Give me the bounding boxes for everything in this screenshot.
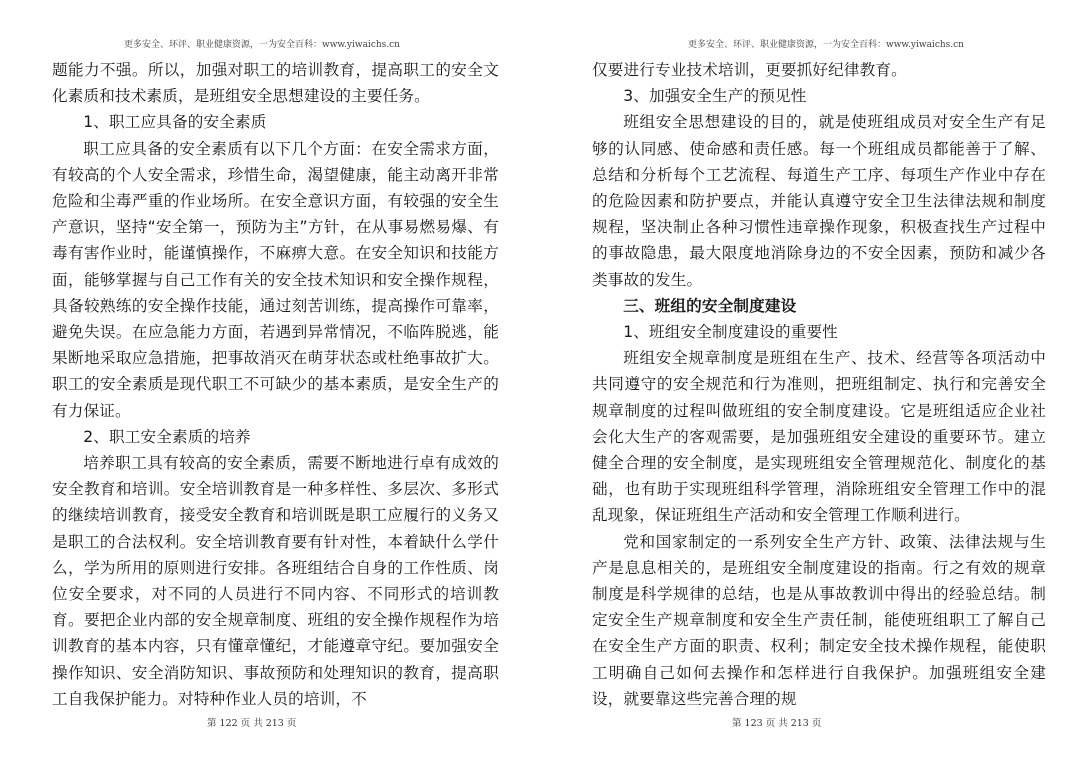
paragraph: 班组安全思想建设的目的，就是使班组成员对安全生产有足够的认同感、使命感和责任感。每一个班组成员都能善于了解、总结和分析每个工艺流程、每道生产工序、每项生产作业中存在的危险因素和防护要点，并能认真遵守安全卫生法律法规和制度规程，坚决制止各种习惯性违章操作现象，积极查找生产过程中的事故隐患，最大限度地消除身边的不安全因素，预防和减少各类事故的发生。 bbox=[592, 113, 1046, 289]
page-body bbox=[592, 57, 1046, 712]
section-heading: 三、班组的安全制度建设 bbox=[623, 296, 797, 315]
page-footer: 第 122 页 共 213 页 bbox=[207, 718, 297, 729]
paragraph-continued: 题能力不强。所以，加强对职工的培训教育，提高职工的安全文化素质和技术素质，是班组安全思想建设的主要任务。 bbox=[52, 61, 499, 106]
paragraph: 班组安全规章制度是班组在生产、技术、经营等各项活动中共同遵守的安全规范和行为准则，把班组制定、执行和完善安全规章制度的过程叫做班组的安全制度建设。它是班组适应企业社会化大生产的客观需要，是加强班组安全建设的重要环节。建立健全合理的安全制度，是实现班组安全管理规范化、制度化的基础，也有助于实现班组科学管理，消除班组安全管理工作中的混乱现象，保证班组生产活动和安全管理工作顺利进行。 bbox=[592, 349, 1046, 525]
subheading-safety-qualities: 1、职工应具备的安全素质 bbox=[83, 113, 267, 132]
paragraph: 职工应具备的安全素质有以下几个方面：在安全需求方面，有较高的个人安全需求，珍惜生命，渴望健康，能主动离开非常危险和尘毒严重的作业场所。在安全意识方面，有较强的安全生产意识，坚持“安全第一，预防为主”方针，在从事易燃易爆、有毒有害作业时，能谨慎操作，不麻痹大意。在安全知识和技能方面，能够掌握与自己工作有关的安全技术知识和安全操作规程，具备较熟练的安全操作技能，通过刻苦训练，提高操作可靠率，避免失误。在应急能力方面，若遇到异常情况，不临阵脱逃，能果断地采取应急措施，把事故消灭在萌芽状态或杜绝事故扩大。职工的安全素质是现代职工不可缺少的基本素质，是安全生产的有力保证。 bbox=[52, 139, 499, 420]
page-body bbox=[52, 57, 499, 712]
page-footer: 第 123 页 共 213 页 bbox=[732, 718, 822, 729]
paragraph: 培养职工具有较高的安全素质，需要不断地进行卓有成效的安全教育和培训。安全培训教育是一种多样性、多层次、多形式的继续培训教育，接受安全教育和培训既是职工应履行的义务又是职工的合法权利。安全培训教育要有针对性，本着缺什么学什么，学为所用的原则进行安排。各班组结合自身的工作性质、岗位安全要求，对不同的人员进行不同内容、不同形式的培训教育。要把企业内部的安全规章制度、班组的安全操作规程作为培训教育的基本内容，只有懂章懂纪，才能遵章守纪。要加强安全操作知识、安全消防知识、事故预防和处理知识的教育，提高职工自我保护能力。对特种作业人员的培训，不 bbox=[52, 454, 499, 708]
paragraph-continued: 仅要进行专业技术培训，更要抓好纪律教育。 bbox=[592, 61, 907, 79]
page-header: 更多安全、环评、职业健康资源，一为安全百科：www.yiwaichs.cn bbox=[124, 40, 400, 50]
subheading-importance: 1、班组安全制度建设的重要性 bbox=[623, 323, 838, 342]
paragraph: 党和国家制定的一系列安全生产方针、政策、法律法规与生产是息息相关的，是班组安全制度建设的指南。行之有效的规章制度是科学规律的总结，也是从事故教训中得出的经验总结。制定安全生产规章制度和安全生产责任制，能使班组职工了解自己在安全生产方面的职责、权利；制定安全技术操作规程，能使职工明确自己如何去操作和怎样进行自我保护。加强班组安全建设，就要靠这些完善合理的规 bbox=[592, 532, 1046, 708]
subheading-foresight: 3、加强安全生产的预见性 bbox=[623, 87, 807, 106]
right-page bbox=[540, 0, 1080, 763]
subheading-training: 2、职工安全素质的培养 bbox=[83, 427, 251, 446]
page-header: 更多安全、环评、职业健康资源，一为安全百科：www.yiwaichs.cn bbox=[688, 40, 964, 50]
